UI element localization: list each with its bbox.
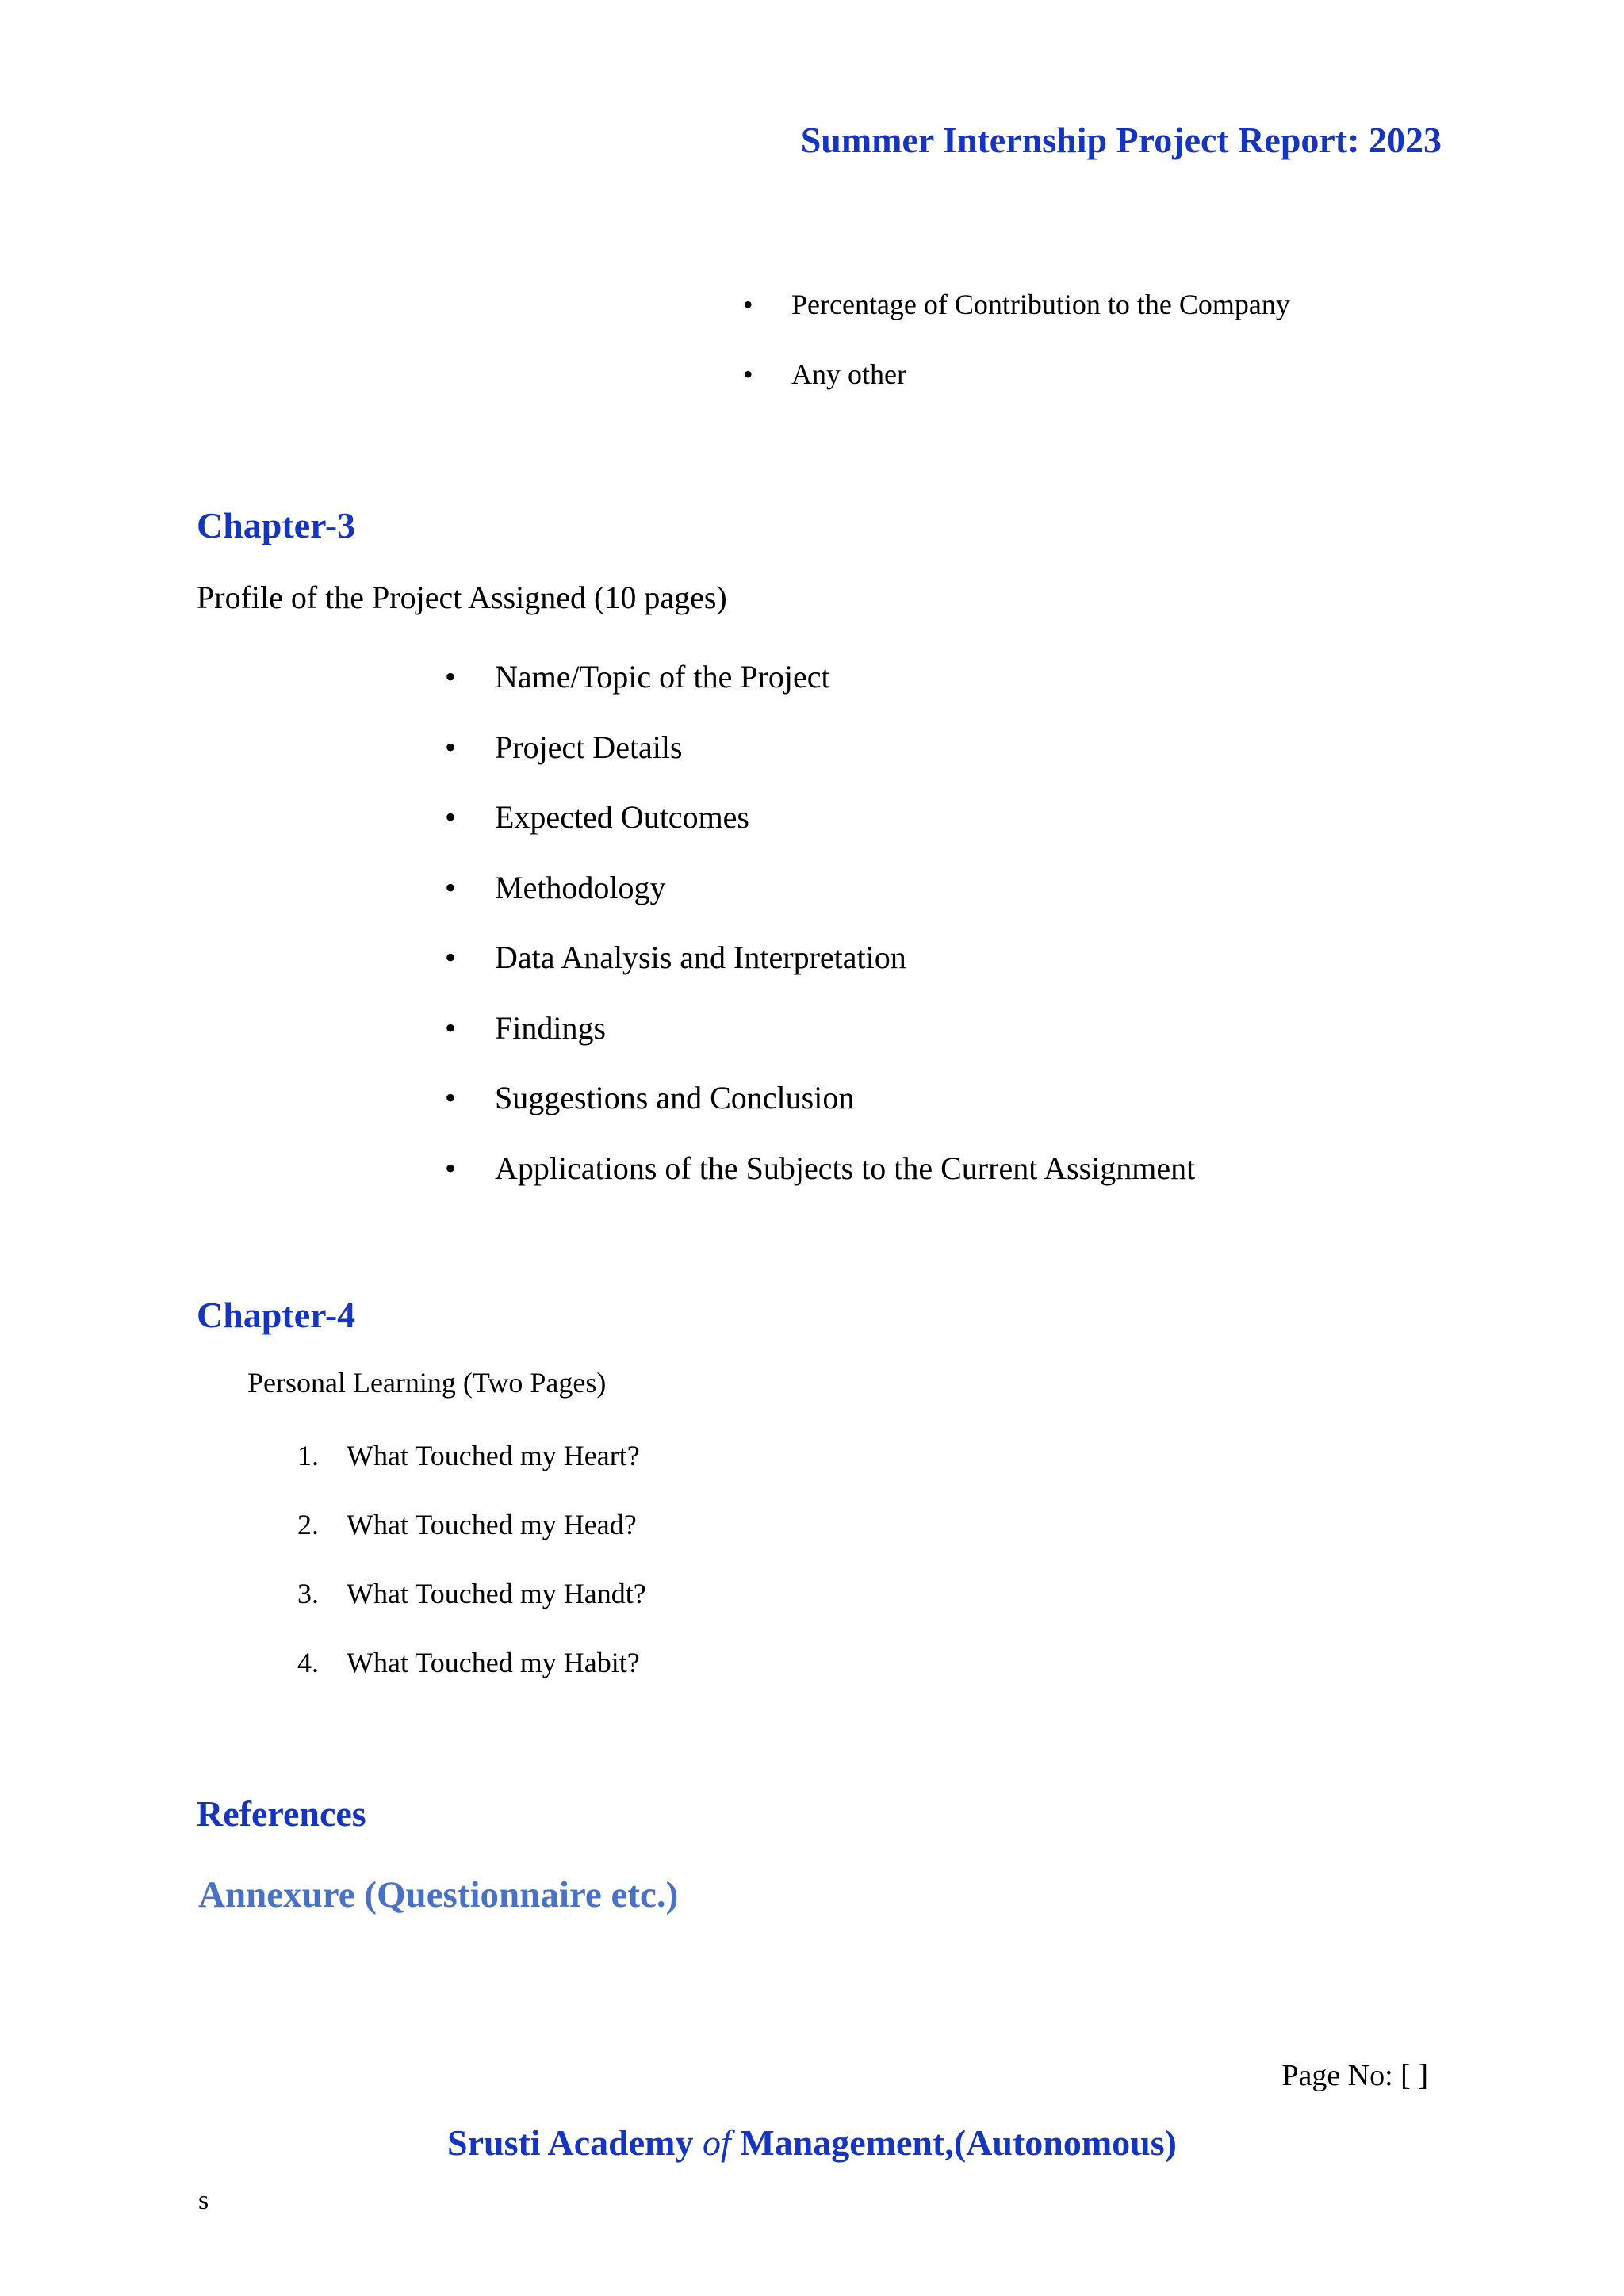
list-item-text: What Touched my Handt? [347, 1578, 646, 1609]
chapter-4-heading: Chapter-4 [197, 1295, 356, 1335]
list-item [445, 936, 1195, 1006]
list-item [445, 1146, 1196, 1217]
list-item [743, 352, 1290, 422]
annexure-heading: Annexure (Questionnaire etc.) [198, 1874, 679, 1915]
footer-institution-name [0, 2122, 1624, 2164]
report-header-title: Summer Internship Project Report: 2023 [800, 120, 1442, 160]
list-item [297, 1433, 646, 1502]
chapter-3-item-list [445, 655, 1196, 1216]
bullet-icon: • [445, 939, 457, 975]
top-bullet-list [743, 282, 1290, 422]
chapter-4-subtitle: Personal Learning (Two Pages) [247, 1367, 607, 1399]
list-item-text: Project Details [495, 729, 683, 765]
list-item-text: What Touched my Habit? [347, 1647, 640, 1678]
list-item [445, 795, 1195, 866]
bullet-icon: • [445, 1009, 457, 1046]
bullet-icon: • [445, 869, 457, 905]
list-number: 2. [297, 1509, 319, 1540]
footer-name-part-1: Srusti Academy [447, 2122, 703, 2163]
chapter-4-numbered-list [297, 1433, 646, 1709]
list-number: 4. [297, 1647, 319, 1678]
bullet-icon: • [743, 358, 753, 390]
list-item-text: Findings [495, 1009, 607, 1046]
list-item [297, 1571, 646, 1640]
bullet-icon: • [743, 289, 753, 320]
list-item [445, 1006, 1195, 1077]
stray-character: s [198, 2186, 209, 2215]
list-item-text: What Touched my Heart? [347, 1440, 640, 1471]
list-item-text: Percentage of Contribution to the Company [791, 289, 1290, 320]
list-item [445, 866, 1195, 936]
chapter-3-subtitle: Profile of the Project Assigned (10 pages) [197, 580, 727, 615]
list-item-text: Expected Outcomes [495, 799, 749, 835]
bullet-icon: • [445, 729, 457, 765]
list-item-text: Name/Topic of the Project [495, 659, 830, 695]
list-item-text: Any other [791, 358, 906, 390]
references-heading: References [197, 1793, 366, 1834]
bullet-icon: • [445, 799, 457, 835]
list-number: 1. [297, 1440, 319, 1471]
list-item [297, 1502, 646, 1571]
chapter-3-heading: Chapter-3 [197, 505, 356, 545]
list-item [445, 655, 1195, 725]
page-number-label: Page No: [ ] [1281, 2059, 1428, 2092]
list-item [445, 725, 1195, 796]
footer-name-of: of [703, 2122, 731, 2163]
list-item-text: Data Analysis and Interpretation [495, 939, 906, 975]
bullet-icon: • [445, 1150, 457, 1186]
list-item [297, 1640, 646, 1709]
list-item-text: Suggestions and Conclusion [495, 1080, 855, 1115]
bullet-icon: • [445, 659, 457, 695]
list-item-text: What Touched my Head? [347, 1509, 637, 1540]
list-item [743, 282, 1290, 352]
list-item [445, 1076, 1195, 1146]
list-item-text: Applications of the Subjects to the Current Assignment [495, 1150, 1196, 1186]
list-item-text: Methodology [495, 869, 666, 905]
footer-name-part-2: Management,(Autonomous) [730, 2122, 1177, 2163]
list-number: 3. [297, 1578, 319, 1609]
bullet-icon: • [445, 1080, 457, 1115]
